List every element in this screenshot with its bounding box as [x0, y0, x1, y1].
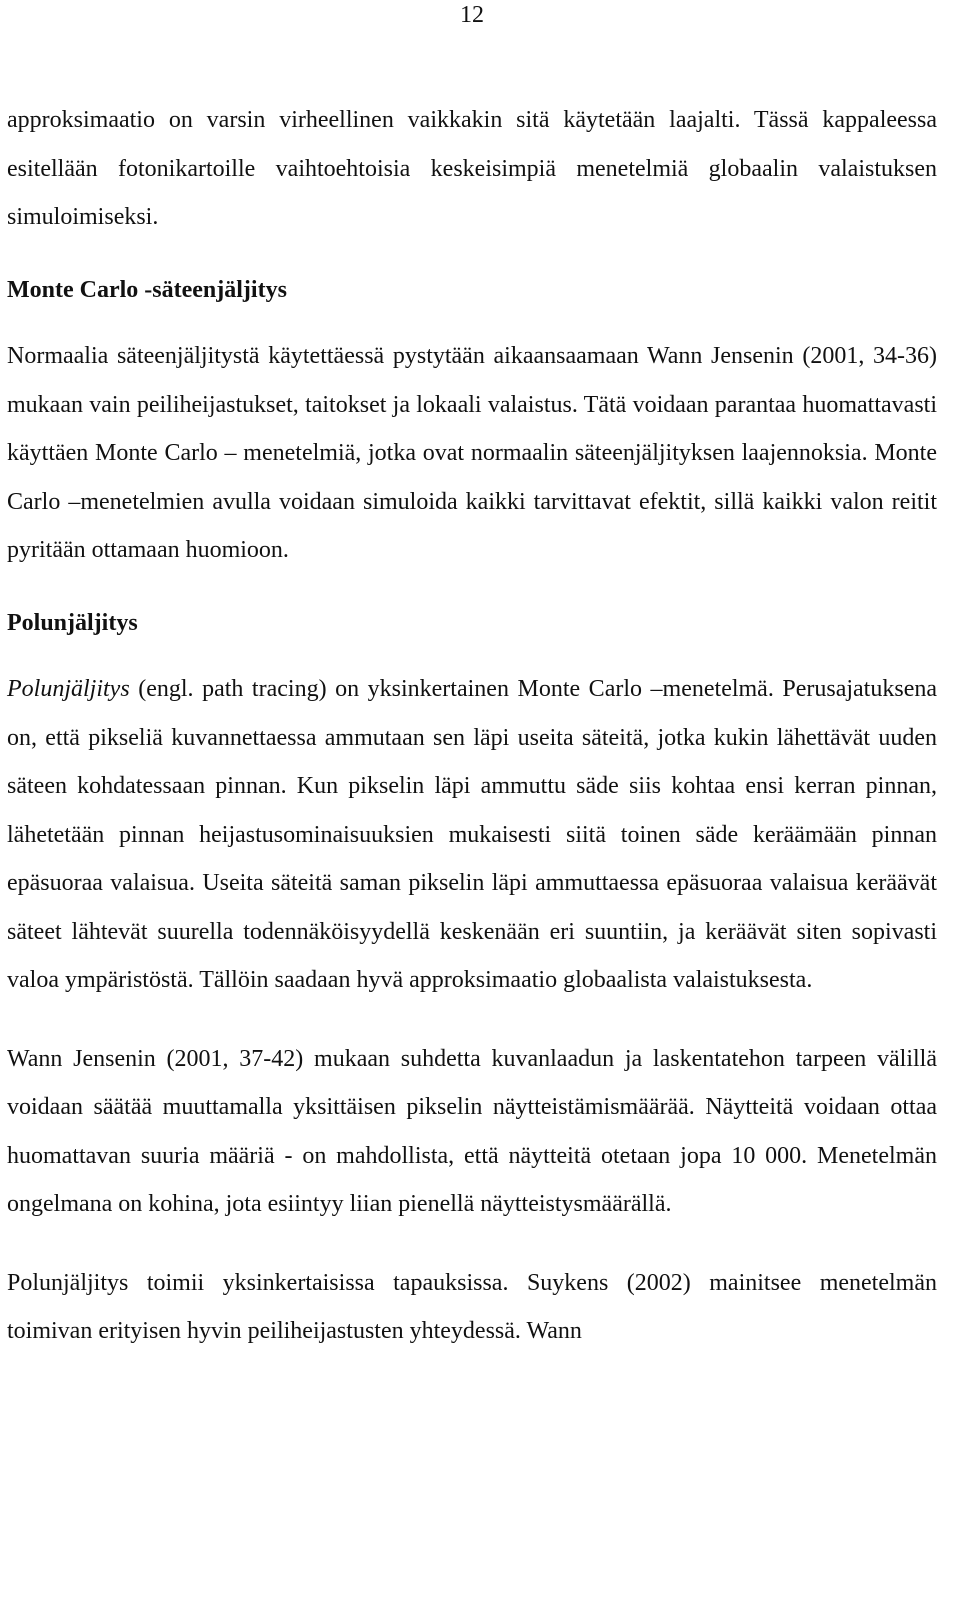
monte-carlo-paragraph: Normaalia säteenjäljitystä käytettäessä pystytään aikaansaamaan Wann Jensenin (2001, 34-36) mukaan vain peiliheijastukset, taitokset ja lokaali valaistus. Tätä voidaan parantaa huomattavasti käyttäen Monte Carlo – menetelmiä, jotka ovat normaalin säteenjäljityksen laajennoksia. Monte Carlo –menetelmien avulla voidaan simuloida kaikki tarvittavat efektit, sillä kaikki valon reitit pyritään ottamaan huomioon.: [7, 343, 937, 563]
simple-cases-paragraph: Polunjäljitys toimii yksinkertaisissa tapauksissa. Suykens (2002) mainitsee menetelmän toimivan erityisen hyvin peiliheijastusten yhteydessä. Wann: [7, 1269, 937, 1344]
jensen-paragraph: Wann Jensenin (2001, 37-42) mukaan suhdetta kuvanlaadun ja laskentatehon tarpeen välillä voidaan säätää muuttamalla yksittäisen pikselin näytteistämismäärää. Näytteitä voidaan ottaa huomattavan suuria määriä - on mahdollista, että näytteitä otetaan jopa 10 000. Menetelmän ongelmana on kohina, jota esiintyy liian pienellä näytteistysmäärällä.: [7, 1045, 937, 1217]
heading-monte-carlo: Monte Carlo -säteenjäljitys: [7, 276, 287, 303]
document-body: [7, 96, 937, 1356]
path-tracing-text: (engl. path tracing) on yksinkertainen Monte Carlo –menetelmä. Perusajatuksena on, että pikseliä kuvannettaessa ammutaan sen läpi useita säteitä, jotka kukin lähettävät uuden säteen kohdatessaan pinnan. Kun pikselin läpi ammuttu säde siis kohtaa ensi kerran pinnan, lähetetään pinnan heijastusominaisuuksien mukaisesti siitä toinen säde keräämään pinnan epäsuoraa valaisua. Useita säteitä saman pikselin läpi ammuttaessa epäsuoraa valaisua keräävät säteet lähtevät suurella todennäköisyydellä keskenään eri suuntiin, ja keräävät siten sopivasti valoa ympäristöstä. Tällöin saadaan hyvä approksimaatio globaalista valaistuksesta.: [7, 676, 937, 993]
page-number: 12: [460, 2, 484, 28]
intro-paragraph: approksimaatio on varsin virheellinen vaikkakin sitä käytetään laajalti. Tässä kappaleessa esitellään fotonikartoille vaihtoehtoisia keskeisimpiä menetelmiä globaalin valaistuksen simuloimiseksi.: [7, 107, 937, 230]
path-tracing-paragraph: [7, 665, 937, 1005]
path-tracing-term: Polunjäljitys: [7, 676, 130, 702]
heading-path-tracing: Polunjäljitys: [7, 609, 138, 636]
